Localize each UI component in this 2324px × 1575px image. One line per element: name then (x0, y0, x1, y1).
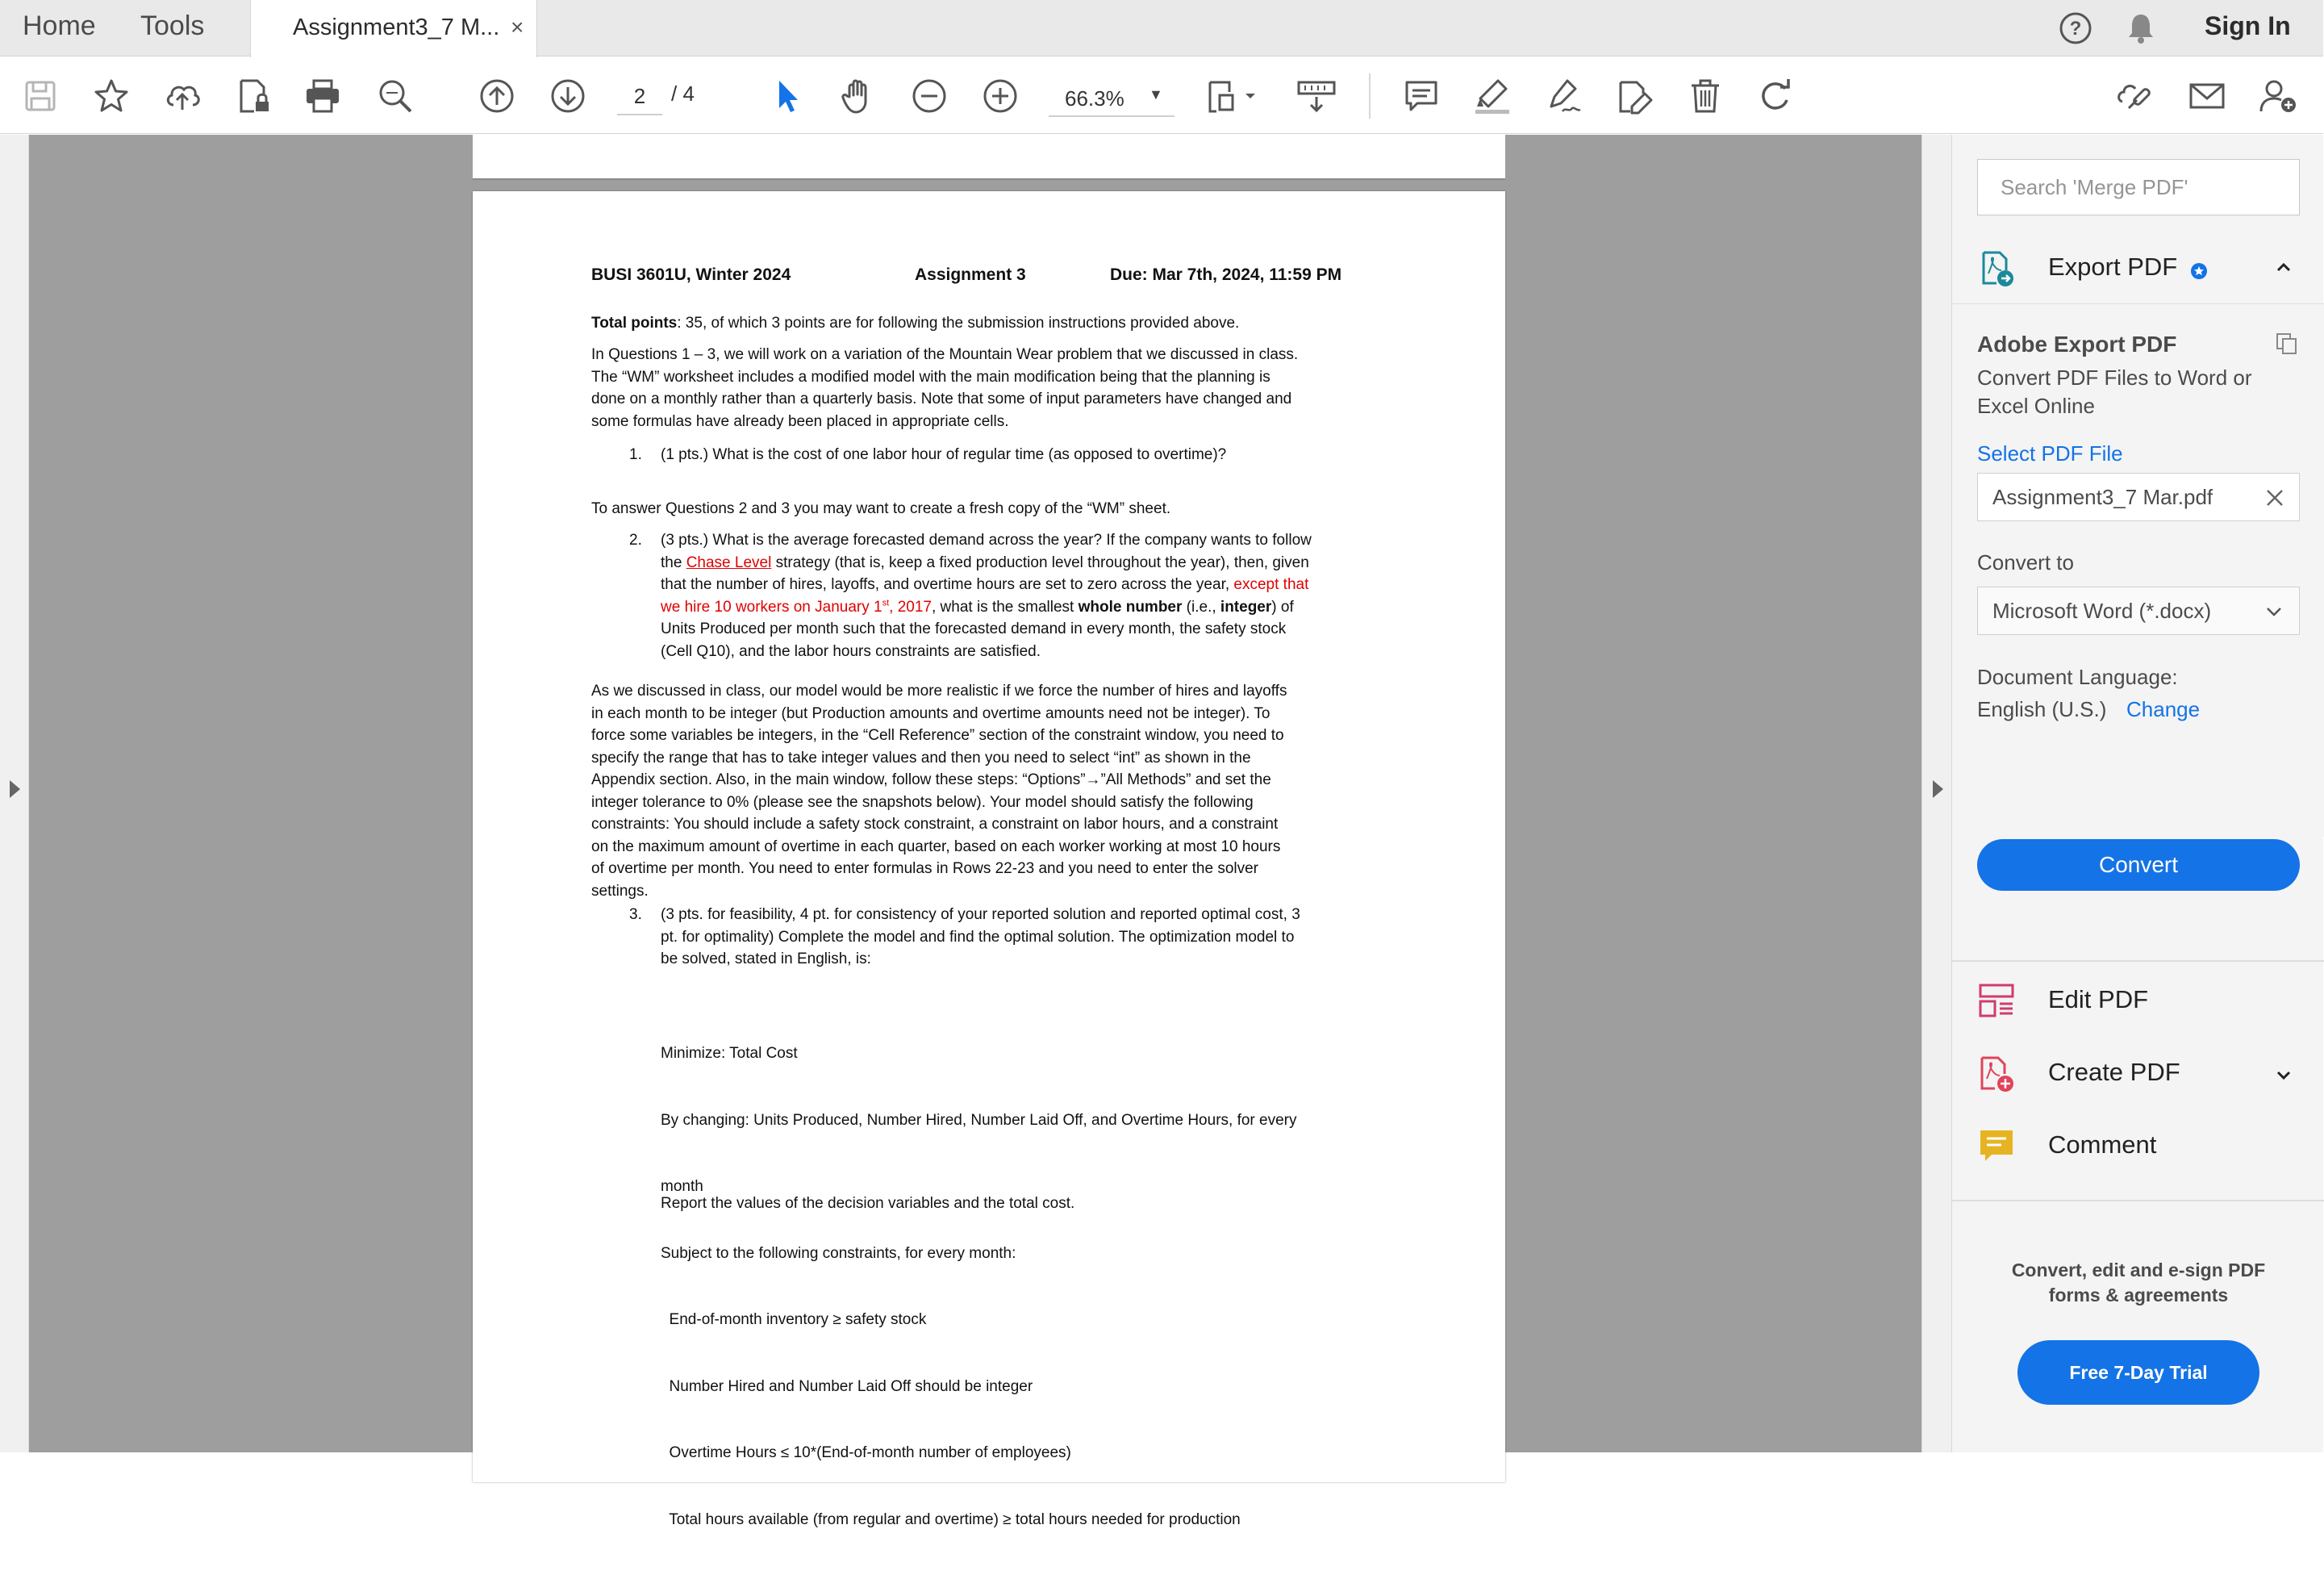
select-pdf-file-link[interactable]: Select PDF File (1977, 441, 2123, 466)
comment-tool[interactable] (1977, 1122, 2300, 1171)
panel-divider (1952, 960, 2324, 962)
zoom-level-value: 66.3% (1065, 86, 1124, 111)
delete-page-button[interactable] (1684, 75, 1726, 117)
file-lock-icon (233, 76, 273, 116)
intro-paragraph: In Questions 1 – 3, we will work on a variation of the Mountain Wear problem that we discussed in class. The “WM” worksheet includes a modified model with the main modification being that the planning is done on a monthly rather than a quarterly basis. Note that some of input parameters have changed and some formulas have already been placed in appropriate cells. (591, 346, 1299, 430)
cursor-arrow-icon (767, 76, 807, 116)
edit-pdf-tool[interactable] (1977, 977, 2300, 1026)
edit-text-button[interactable] (1613, 75, 1655, 117)
share-user-button[interactable] (2257, 75, 2299, 117)
top-menu-bar (0, 0, 2323, 56)
promo-text: Convert, edit and e-sign PDF forms & agreements (2011, 1260, 2266, 1306)
pdf-page-current: BUSI 3601U, Winter 2024 Assignment 3 Due: Mar 7th, 2024, 11:59 PM Total points: 35, of which 3 points are for following the submission instructions provided above. In Questions 1 – 3, we will work on a variation of the Mountain Wear problem that we discussed in class. The “WM” worksheet includes a modified model with the main modification being that the planning is done on a monthly rather than a quarterly basis. Note that some of input parameters have changed and some formulas have already been placed in appropriate cells. 1. (1 pts.) What is the cost of one labor hour of regular time (as opposed to overtime)? To answer Questions 2 and 3 you may want to create a fresh copy of the “WM” sheet. 2. (3 pts.) What is the average forecasted demand across the year? If the company wants to follow the Chase Level strategy (that is, keep a fixed production level throughout the year), then, given that the number of hires, layoffs, and overtime hours are set to zero across the year, except that we hire 10 workers on January 1st, 2017, what is the smallest whole number (i.e., integer) of Units Produced per month such that the forecasted demand in every month, the safety stock (Cell Q10), and the labor hours constraints are satisfied. As we discussed in class, our model would be more realistic if we force the number of hires and layoffs in each month to be integer (but Production amounts and overtime amounts need not be integer). To force some variables be integers, in the “Cell Reference” section of the constraint window, you need to specify the range that has to take integer values and then you need to select “int” as shown in the Appendix section. Also, in the main window, follow these steps: “Options”→”All Methods” and set the integer tolerance to 0% (please see the snapshots below). Your model should satisfy the following constraints: You should include a safety stock constraint, a constraint on labor hours, and a constraint on the maximum amount of overtime in each quarter, based on each worker working at most 10 hours of overtime per month. You need to enter formulas in Rows 22-23 and you need to enter the solver settings. 3. (3 pts. for feasibility, 4 pt. for consistency of your reported solution and reported optimal cost, 3 pt. for optimality) Complete the model and find the optimal solution. The optimization model to be solved, stated in English, is: Minimize: Total Cost By changing: Units Produced, Number Hired, Number Laid Off, and Overtime Hours, for every month Subject to the following constraints, for every month: End-of-month inventory ≥ safety stock Number Hired and Number Laid Off should be integer Overtime Hours ≤ 10*(End-of-month number of employees) Total hours available (from regular and overtime) ≥ total hours needed for production Report the values of the decision variables and the total cost. (473, 191, 1505, 1482)
find-button[interactable] (374, 75, 416, 117)
zoom-level-select[interactable] (1049, 78, 1175, 117)
convert-format-select[interactable] (1977, 587, 2300, 635)
rotate-icon (1756, 76, 1796, 116)
export-pdf-label: Export PDF (2048, 253, 2178, 281)
highlight-button[interactable] (1471, 75, 1513, 117)
add-comment-button[interactable] (1400, 75, 1442, 117)
selected-file-name: Assignment3_7 Mar.pdf (1992, 485, 2213, 509)
rotate-button[interactable] (1755, 75, 1797, 117)
comment-label: Comment (2048, 1130, 2157, 1159)
select-tool-button[interactable] (766, 75, 808, 117)
save-icon (20, 76, 60, 116)
save-button[interactable] (19, 75, 61, 117)
report-instruction: Report the values of the decision variables and the total cost. (661, 1195, 1075, 1212)
convert-to-label: Convert to (1977, 550, 2074, 574)
edit-document-icon (1614, 76, 1654, 116)
email-button[interactable] (2186, 75, 2228, 117)
question-3: 3. (3 pts. for feasibility, 4 pt. for consistency of your reported solution and reported optimal cost, 3 pt. for optimality) Complete the model and find the optimal solution. The optimization model to be solved, stated in English, is: (629, 906, 1300, 967)
assignment-header: Assignment 3 (915, 265, 1026, 284)
draw-signature-button[interactable] (1542, 75, 1584, 117)
page-number-input[interactable] (617, 78, 662, 115)
scroll-mode-icon (1294, 76, 1339, 116)
notification-bell-icon[interactable] (2123, 10, 2159, 46)
right-panel-toggle[interactable] (1921, 135, 1951, 1452)
export-pdf-icon (1977, 249, 2016, 288)
convert-format-value: Microsoft Word (*.docx) (1992, 599, 2212, 623)
svg-text:?: ? (2069, 18, 2082, 40)
plus-circle-icon (980, 76, 1020, 116)
printer-icon (302, 76, 343, 116)
left-panel-toggle[interactable] (0, 135, 29, 1452)
arrow-down-circle-icon (548, 76, 588, 116)
link-cloud-icon (2114, 76, 2155, 116)
pdf-page-previous (473, 135, 1505, 180)
pre-question-2-note: To answer Questions 2 and 3 you may want to create a fresh copy of the “WM” sheet. (591, 500, 1171, 517)
upload-cloud-button[interactable] (161, 75, 203, 117)
panel-divider (1952, 1200, 2324, 1201)
adobe-export-description: Convert PDF Files to Word or Excel Online (1977, 366, 2252, 418)
edit-pdf-icon (1977, 982, 2016, 1021)
premium-badge-icon (2190, 262, 2208, 280)
free-trial-button[interactable]: Free 7-Day Trial (2017, 1340, 2259, 1405)
document-language-label: Document Language: (1977, 665, 2178, 689)
minus-circle-icon (909, 76, 949, 116)
chevron-up-icon[interactable] (2276, 259, 2292, 275)
scrolling-mode-button[interactable] (1294, 75, 1339, 117)
create-pdf-icon (1977, 1055, 2016, 1093)
integer-constraints-paragraph: As we discussed in class, our model would be more realistic if we force the number of hires and layoffs in each month to be integer (but Production amounts and overtime amounts need not be integer). To force some variables be integers, in the “Cell Reference” section of the constraint window, you need to specify the range that has to take integer values and then you need to select “int” as shown in the Appendix section. Also, in the main window, follow these steps: “Options”→”All Methods” and set the integer tolerance to 0% (please see the snapshots below). Your model should satisfy the following constraints: You should include a safety stock constraint, a constraint on labor hours, and a constraint on the maximum amount of overtime in each quarter, based on each worker working at most 10 hours of overtime per month. You need to enter formulas in Rows 22-23 and you need to enter the solver settings. (591, 683, 1287, 900)
course-header: BUSI 3601U, Winter 2024 (591, 265, 791, 284)
chevron-down-icon: ▼ (1149, 86, 1163, 102)
user-add-icon (2258, 76, 2298, 116)
export-pdf-panel (1952, 304, 2324, 837)
export-pdf-tool[interactable] (1977, 244, 2300, 293)
clear-file-icon[interactable] (2265, 488, 2284, 508)
sign-in-link[interactable]: Sign In (2205, 11, 2291, 40)
protect-file-button[interactable] (232, 75, 274, 117)
tools-pane (1951, 135, 2323, 1452)
comment-tool-icon (1977, 1127, 2016, 1166)
print-button[interactable] (302, 75, 344, 117)
previous-page-button[interactable] (476, 75, 518, 117)
bookmark-button[interactable] (90, 75, 132, 117)
change-language-link[interactable]: Change (2126, 697, 2201, 721)
copy-icon[interactable] (2275, 332, 2299, 356)
tools-menu-link[interactable]: Tools (140, 10, 205, 41)
hand-icon (838, 76, 878, 116)
chevron-down-icon (2265, 604, 2283, 620)
create-pdf-label: Create PDF (2048, 1058, 2180, 1086)
zoom-out-button[interactable] (908, 75, 950, 117)
zoom-in-button[interactable] (979, 75, 1021, 117)
share-link-button[interactable] (2113, 75, 2155, 117)
document-area (0, 135, 1951, 1528)
cloud-upload-icon (162, 76, 202, 116)
pen-sign-icon (1543, 76, 1583, 116)
edit-pdf-label: Edit PDF (2048, 985, 2149, 1013)
page-fit-button[interactable] (1205, 75, 1263, 117)
trash-icon (1685, 76, 1725, 116)
highlighter-icon (1472, 76, 1512, 116)
pdf-viewer[interactable] (29, 135, 1921, 1528)
total-points-line: Total points: 35, of which 3 points are for following the submission instructions provided above. (591, 315, 1240, 332)
help-icon[interactable] (2058, 10, 2093, 46)
question-2: 2. (3 pts.) What is the average forecasted demand across the year? If the company wants to follow the Chase Level strategy (that is, keep a fixed production level throughout the year), then, given that the number of hires, layoffs, and overtime hours are set to zero across the year, except that we hire 10 workers on January 1st, 2017, what is the smallest whole number (i.e., integer) of Units Produced per month such that the forecasted demand in every month, the safety stock (Cell Q10), and the labor hours constraints are satisfied. (629, 532, 1312, 660)
page-total: / 4 (671, 81, 695, 106)
next-page-button[interactable] (547, 75, 589, 117)
envelope-icon (2187, 76, 2227, 116)
create-pdf-tool[interactable] (1977, 1050, 2300, 1098)
hand-tool-button[interactable] (837, 75, 879, 117)
document-language-value: English (U.S.) (1977, 697, 2107, 721)
document-tab-title: Assignment3_7 M... (293, 15, 500, 40)
fit-page-icon (1205, 76, 1263, 116)
chevron-down-icon[interactable] (2276, 1067, 2292, 1084)
adobe-export-title: Adobe Export PDF (1977, 332, 2177, 357)
toolbar-divider (1369, 73, 1371, 119)
arrow-up-circle-icon (477, 76, 517, 116)
document-tab[interactable] (250, 0, 537, 57)
home-menu-link[interactable]: Home (23, 10, 96, 41)
search-icon (375, 76, 415, 116)
collapse-right-arrow-icon (1933, 780, 1943, 798)
optimization-model: Minimize: Total Cost By changing: Units Produced, Number Hired, Number Laid Off, and Overtime Hours, for every month Subject to the following constraints, for every month: End-of-month inventory ≥ safety stock Number Hired and Number Laid Off should be integer Overtime Hours ≤ 10*(End-of-month number of employees) Total hours available (from regular and overtime) ≥ total hours needed for production (661, 1045, 1297, 1528)
tools-search-input[interactable] (1977, 159, 2300, 215)
expand-left-arrow-icon (10, 780, 20, 798)
due-date-header: Due: Mar 7th, 2024, 11:59 PM (1110, 265, 1342, 284)
comment-icon (1401, 76, 1442, 116)
star-icon (91, 76, 131, 116)
close-tab-icon[interactable]: × (511, 15, 524, 40)
convert-button[interactable]: Convert (1977, 839, 2300, 891)
main-toolbar (0, 57, 2323, 134)
selected-file-field[interactable] (1977, 473, 2300, 521)
